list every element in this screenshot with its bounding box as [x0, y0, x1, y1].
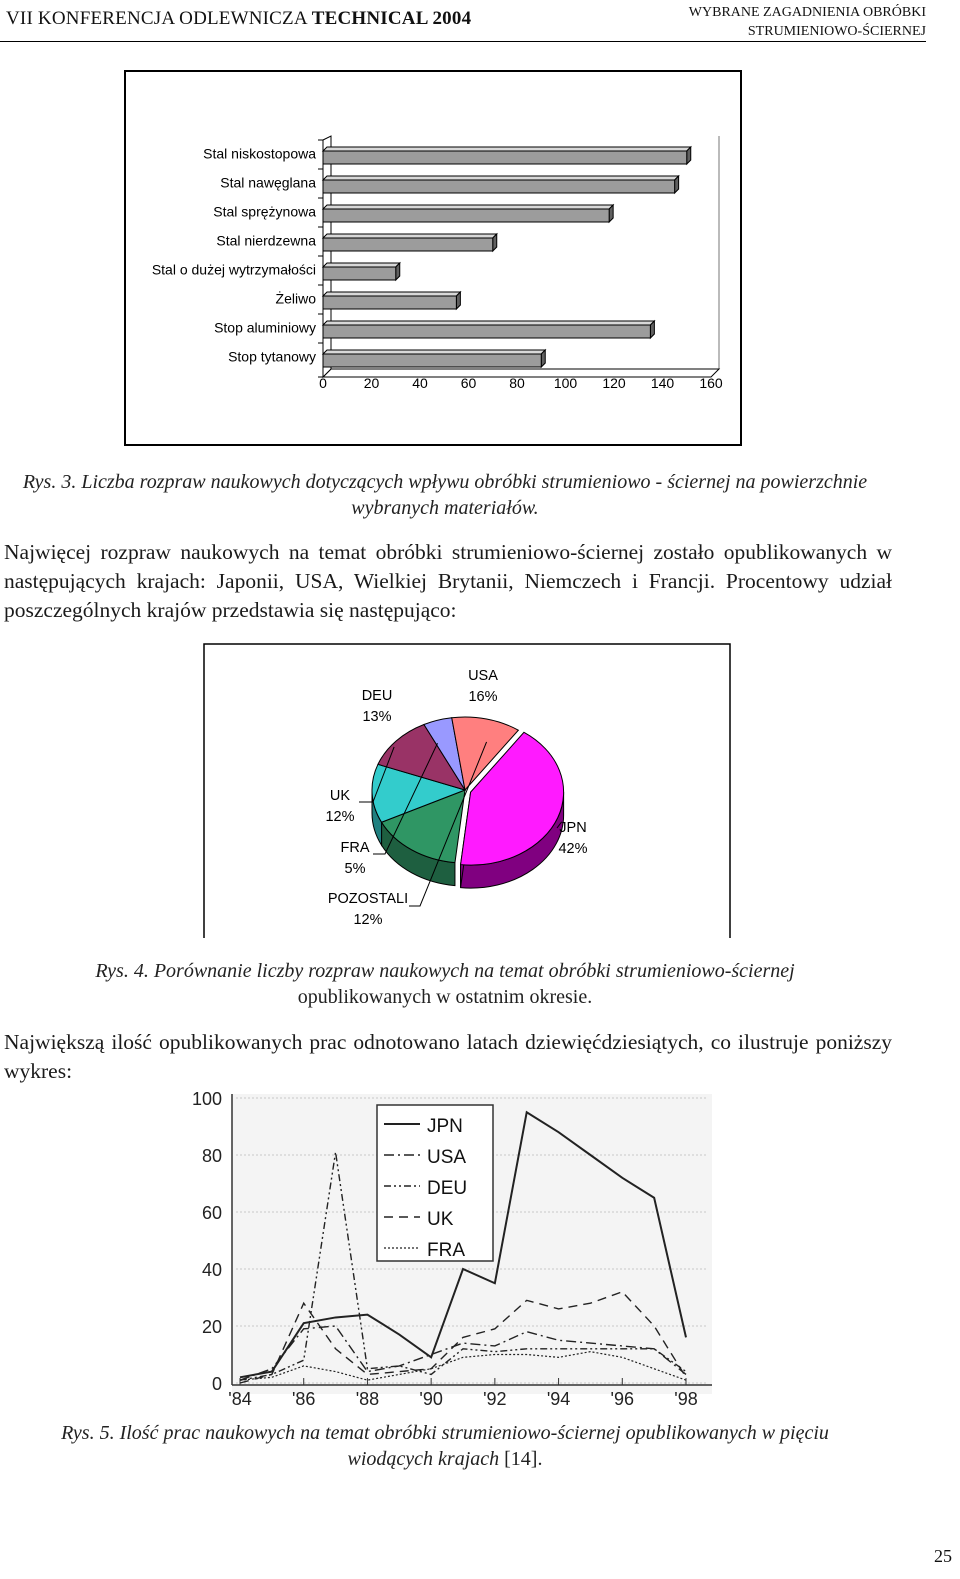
- figure3-text: Liczba rozpraw naukowych dotyczących wpływu obróbki strumieniowo - ściernej na powierzchnie wybranych materiałów.: [81, 471, 868, 519]
- line-y-tick-label: 40: [201, 1260, 222, 1280]
- bar-x-tick-label: 40: [412, 375, 428, 391]
- figure5-caption: [0, 1420, 890, 1472]
- bar-category-label: Stal nawęglana: [220, 174, 316, 191]
- line-x-tick-label: '98: [674, 1389, 698, 1409]
- figure5-label: Rys. 5.: [61, 1422, 115, 1444]
- bar-category-label: Stal nierdzewna: [216, 232, 316, 249]
- bar-x-tick-label: 120: [602, 375, 626, 391]
- pie-label-pozostali: POZOSTALI: [327, 891, 409, 907]
- bar-x-tick-label: 80: [509, 375, 525, 391]
- pie-label-fra: FRA: [340, 840, 370, 856]
- line-x-tick-label: '86: [291, 1389, 316, 1409]
- bar-category-label: Stop aluminiowy: [214, 319, 316, 336]
- pie-value-label-pozostali: 12%: [353, 912, 383, 928]
- line-y-tick-label: 100: [191, 1089, 222, 1109]
- running-head-line2: STRUMIENIOWO-ŚCIERNEJ: [747, 24, 926, 39]
- line-legend-label-usa: USA: [427, 1147, 467, 1168]
- figure5-line2: wiodących krajach: [347, 1448, 500, 1470]
- line-x-tick-label: '90: [419, 1389, 443, 1409]
- line-legend-label-jpn: JPN: [427, 1116, 463, 1137]
- pie-value-label-usa: 16%: [468, 689, 498, 705]
- bar-x-tick-label: 140: [650, 375, 675, 391]
- line-x-tick-label: '84: [228, 1389, 252, 1409]
- bar-x-tick-label: 0: [319, 375, 327, 391]
- bar-category-label: Stal sprężynowa: [213, 203, 316, 220]
- line-legend-label-fra: FRA: [427, 1240, 465, 1261]
- bar-category-label: Stop tytanowy: [228, 348, 316, 365]
- line-y-tick-label: 80: [201, 1146, 222, 1166]
- pie-value-label-deu: 13%: [362, 709, 392, 725]
- pie-value-label-fra: 5%: [344, 861, 366, 877]
- bar-category-label: Stal o dużej wytrzymałości: [151, 261, 316, 278]
- bar-x-tick-label: 160: [699, 375, 723, 391]
- line-y-tick-label: 20: [201, 1317, 222, 1337]
- bar-x-tick-label: 100: [553, 375, 578, 391]
- line-x-tick-label: '94: [546, 1389, 571, 1409]
- running-head-line1: WYBRANE ZAGADNIENIA OBRÓBKI: [688, 5, 926, 20]
- pie-value-label-jpn: 42%: [558, 841, 588, 857]
- bar-x-tick-label: 20: [363, 375, 380, 391]
- line-legend-label-deu: DEU: [427, 1178, 468, 1199]
- figure4-label: Rys. 4.: [95, 960, 149, 982]
- paragraph-2: Największą ilość opublikowanych prac odnotowano latach dziewięćdziesiątych, co ilustruje poniższy wykres:: [4, 1030, 892, 1083]
- pie-label-uk: UK: [329, 788, 351, 804]
- pie-value-label-uk: 12%: [325, 809, 355, 825]
- line-y-tick-label: 0: [211, 1374, 222, 1394]
- line-x-tick-label: '96: [610, 1389, 635, 1409]
- paragraph-1: Najwięcej rozpraw naukowych na temat obróbki strumieniowo-ściernej zostało opublikowanych w następujących krajach: Japonii, USA, Wielkiej Brytanii, Niemczech i Francji. Procentowy udział poszczególnych krajów przedstawia się następująco:: [4, 540, 892, 622]
- line-x-tick-label: '92: [483, 1389, 507, 1409]
- figure5-reference: [14].: [504, 1448, 543, 1470]
- figure5-line1: Ilość prac naukowych na temat obróbki strumieniowo-ściernej opublikowanych w pięciu: [119, 1422, 829, 1444]
- figure4-line1: Porównanie liczby rozpraw naukowych na temat obróbki strumieniowo-ściernej: [153, 960, 795, 982]
- conference-name-bold: TECHNICAL 2004: [311, 8, 472, 29]
- line-legend-label-uk: UK: [427, 1209, 454, 1230]
- bar-x-tick-label: 60: [460, 375, 477, 391]
- pie-label-deu: DEU: [361, 688, 393, 704]
- bar-category-label: Stal niskostopowa: [203, 145, 316, 162]
- pie-label-usa: USA: [468, 668, 498, 684]
- figure4-line2: opublikowanych w ostatnim okresie.: [297, 986, 593, 1008]
- page-number: 25: [934, 1546, 952, 1566]
- line-y-tick-label: 60: [201, 1203, 222, 1223]
- pie-label-jpn: JPN: [559, 820, 587, 836]
- conference-name: VII KONFERENCJA ODLEWNICZA: [6, 8, 307, 29]
- line-x-tick-label: '88: [355, 1389, 380, 1409]
- figure3-label: Rys. 3.: [22, 471, 77, 493]
- bar-category-label: Żeliwo: [275, 290, 316, 307]
